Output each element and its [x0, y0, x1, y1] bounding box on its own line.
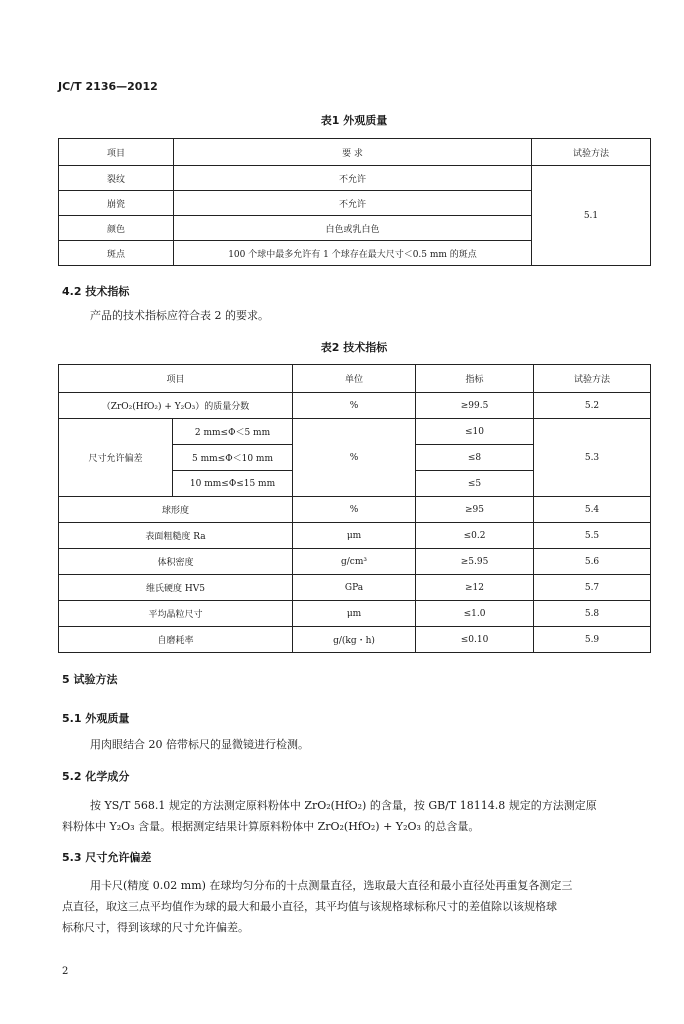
- section-5-2-heading: 5.2 化学成分: [62, 770, 130, 783]
- table2-cell-value: ≤5: [416, 471, 534, 497]
- table2-cell-method: 5.6: [534, 549, 651, 575]
- table1-cell-method: 5.1: [532, 166, 651, 266]
- table2-cell-item: 维氏硬度 HV5: [59, 575, 293, 601]
- section-5-3-line-3: 标称尺寸，得到该球的尺寸允许偏差。: [62, 921, 249, 934]
- table2-cell-method: 5.4: [534, 497, 651, 523]
- table1-caption: 表1 外观质量: [320, 114, 388, 127]
- table2-header-unit: 单位: [293, 365, 416, 393]
- table2-cell-item: 平均晶粒尺寸: [59, 601, 293, 627]
- table1-cell-requirement: 不允许: [174, 191, 532, 216]
- section-4-2-text: 产品的技术指标应符合表 2 的要求。: [90, 309, 269, 322]
- table2-cell-method: 5.7: [534, 575, 651, 601]
- table2-cell-unit: g/(kg・h): [293, 627, 416, 653]
- table2-cell-item: （ZrO₂(HfO₂) + Y₂O₃）的质量分数: [59, 393, 293, 419]
- section-5-1-text: 用肉眼结合 20 倍带标尺的显微镜进行检测。: [90, 738, 309, 751]
- table2-cell-value: ≤0.10: [416, 627, 534, 653]
- table2-header-item: 项目: [59, 365, 293, 393]
- table2-cell-item: 体积密度: [59, 549, 293, 575]
- table2-header-method: 试验方法: [534, 365, 651, 393]
- table2-cell-unit: GPa: [293, 575, 416, 601]
- table2-cell-method: 5.2: [534, 393, 651, 419]
- table2-cell-unit: %: [293, 497, 416, 523]
- table2-cell-unit: μm: [293, 523, 416, 549]
- table2-cell-method: 5.5: [534, 523, 651, 549]
- table2-cell-value: ≥95: [416, 497, 534, 523]
- table2-cell-value: ≥5.95: [416, 549, 534, 575]
- table2-caption: 表2 技术指标: [320, 341, 388, 354]
- standard-number: JC/T 2136—2012: [58, 80, 158, 93]
- table2-header-value: 指标: [416, 365, 534, 393]
- table2-cell-item: 球形度: [59, 497, 293, 523]
- section-5-2-line-1: 按 YS/T 568.1 规定的方法测定原料粉体中 ZrO₂(HfO₂) 的含量，按 GB/T 18114.8 规定的方法测定原: [90, 799, 597, 812]
- table2-cell-value: ≥99.5: [416, 393, 534, 419]
- table2-cell-size-range: 2 mm≤Φ＜5 mm: [173, 419, 293, 445]
- table1-cell-requirement: 白色或乳白色: [174, 216, 532, 241]
- table2-cell-unit: μm: [293, 601, 416, 627]
- section-5-3-line-1: 用卡尺(精度 0.02 mm) 在球均匀分布的十点测量直径，选取最大直径和最小直径处再重复各测定三: [90, 879, 573, 892]
- table1-cell-item: 崩瓷: [59, 191, 174, 216]
- table2-cell-value: ≤8: [416, 445, 534, 471]
- section-5-1-heading: 5.1 外观质量: [62, 712, 130, 725]
- table2-cell-value: ≤1.0: [416, 601, 534, 627]
- table1-header-item: 项目: [59, 139, 174, 166]
- table2-cell-method: 5.8: [534, 601, 651, 627]
- table2-cell-item: 自磨耗率: [59, 627, 293, 653]
- table1-appearance-quality: [58, 138, 651, 266]
- table2-cell-size-range: 10 mm≤Φ≤15 mm: [173, 471, 293, 497]
- table2-cell-tolerance-unit: %: [293, 419, 416, 497]
- table2-cell-tolerance-label: 尺寸允许偏差: [59, 419, 173, 497]
- table2-cell-item: 表面粗糙度 Ra: [59, 523, 293, 549]
- section-5-3-line-2: 点直径，取这三点平均值作为球的最大和最小直径，其平均值与该规格球标称尺寸的差值除以该规格球: [62, 900, 557, 913]
- table2-cell-value: ≤10: [416, 419, 534, 445]
- section-5-3-heading: 5.3 尺寸允许偏差: [62, 851, 152, 864]
- table2-cell-value: ≥12: [416, 575, 534, 601]
- table1-header-method: 试验方法: [532, 139, 651, 166]
- section-4-2-heading: 4.2 技术指标: [62, 285, 130, 298]
- section-5-2-line-2: 料粉体中 Y₂O₃ 含量。根据测定结果计算原料粉体中 ZrO₂(HfO₂) + Y₂O₃ 的总含量。: [62, 820, 480, 833]
- table2-cell-method: 5.9: [534, 627, 651, 653]
- table1-cell-requirement: 100 个球中最多允许有 1 个球存在最大尺寸＜0.5 mm 的斑点: [174, 241, 532, 266]
- page-number: 2: [62, 966, 69, 977]
- table1-cell-item: 斑点: [59, 241, 174, 266]
- table2-cell-tolerance-method: 5.3: [534, 419, 651, 497]
- table1-header-requirement: 要 求: [174, 139, 532, 166]
- table2-cell-unit: g/cm³: [293, 549, 416, 575]
- table2-cell-size-range: 5 mm≤Φ＜10 mm: [173, 445, 293, 471]
- table1-cell-item: 裂纹: [59, 166, 174, 191]
- table1-cell-requirement: 不允许: [174, 166, 532, 191]
- table2-cell-value: ≤0.2: [416, 523, 534, 549]
- section-5-heading: 5 试验方法: [62, 673, 118, 686]
- table2-technical-indicators: [58, 364, 651, 653]
- table2-cell-unit: %: [293, 393, 416, 419]
- table1-cell-item: 颜色: [59, 216, 174, 241]
